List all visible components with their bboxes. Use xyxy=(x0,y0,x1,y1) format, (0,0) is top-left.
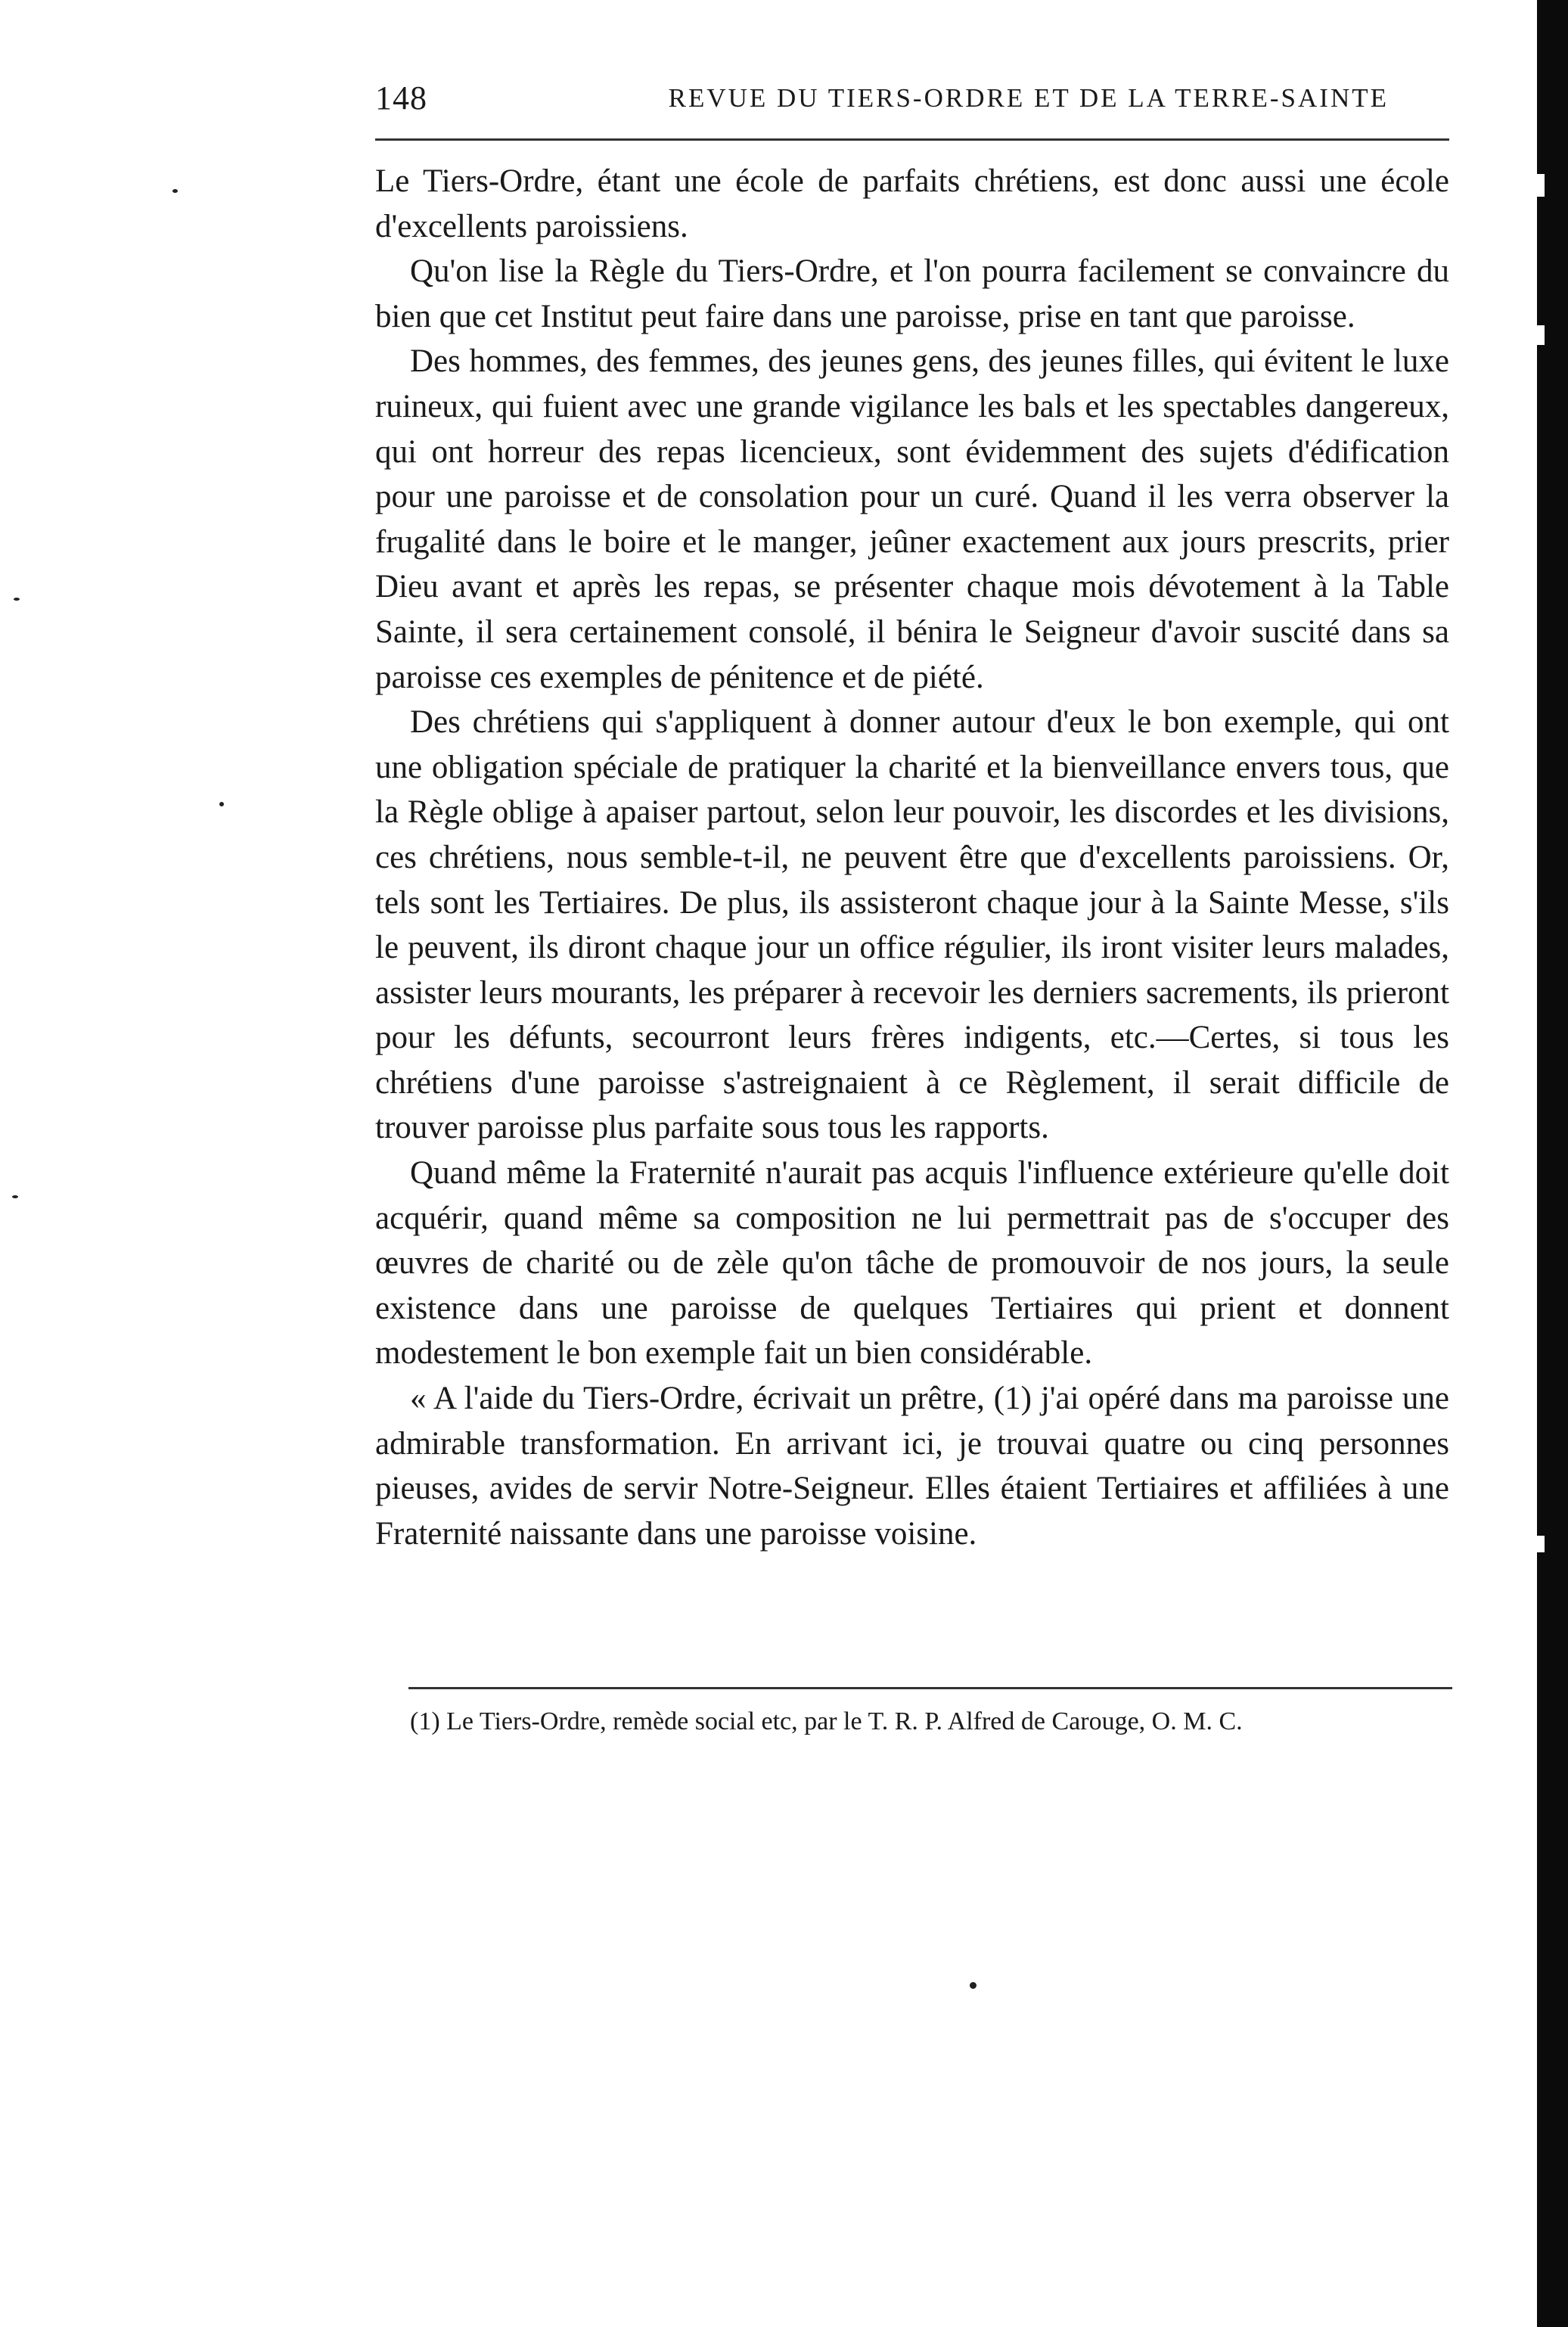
paragraph: Qu'on lise la Règle du Tiers-Ordre, et l'on pourra facilement se convaincre du bien que cet Institut peut faire dans une paroisse, prise en tant que paroisse. xyxy=(375,253,1449,334)
scan-speck xyxy=(219,802,224,806)
running-title: REVUE DU TIERS-ORDRE ET DE LA TERRE-SAINTE xyxy=(668,83,1389,113)
paragraph: Le Tiers-Ordre, étant une école de parfaits chrétiens, est donc aussi une école d'excellents paroissiens. xyxy=(375,163,1449,244)
page-number: 148 xyxy=(375,79,427,117)
footnote: (1) Le Tiers-Ordre, remède social etc, par le T. R. P. Alfred de Carouge, O. M. C. xyxy=(410,1707,1243,1735)
body-text xyxy=(375,159,1449,1556)
paragraph: Quand même la Fraternité n'aurait pas acquis l'influence extérieure qu'elle doit acquérir, quand même sa composition ne lui permettrait pas de s'occuper des œuvres de charité ou de zèle qu'on tâche de promouvoir de nos jours, la seule existence dans une paroisse de quelques Tertiaires qui prient et donnent modestement le bon exemple fait un bien considérable. xyxy=(375,1155,1449,1372)
scan-speck xyxy=(14,598,20,601)
footnote-rule xyxy=(408,1687,1452,1689)
page-header xyxy=(375,79,1389,115)
paragraph: Des chrétiens qui s'appliquent à donner autour d'eux le bon exemple, qui ont une obligation spéciale de pratiquer la charité et la bienveillance envers tous, que la Règle oblige à apaiser partout, selon leur pouvoir, les discordes et les divisions, ces chrétiens, nous semble-t-il, ne peuvent être que d'excellents paroissiens. Or, tels sont les Tertiaires. De plus, ils assisteront chaque jour à la Sainte Messe, s'ils le peuvent, ils diront chaque jour un office régulier, ils iront visiter leurs malades, assister leurs mourants, les préparer à recevoir les derniers sacrements, ils prieront pour les défunts, secourront leurs frères indigents, etc.—Certes, si tous les chrétiens d'une paroisse s'astreignaient à ce Règlement, il serait difficile de trouver paroisse plus parfaite sous tous les rapports. xyxy=(375,704,1449,1146)
scan-speck xyxy=(12,1195,18,1198)
scan-edge-strip xyxy=(1537,0,1568,2327)
paragraph: Des hommes, des femmes, des jeunes gens, des jeunes filles, qui évitent le luxe ruineux, qui fuient avec une grande vigilance les bals et les spectables dangereux, qui ont horreur des repas licencieux, sont évidemment des sujets d'édification pour une paroisse et de consolation pour un curé. Quand il les verra observer la frugalité dans le boire et le manger, jeûner exactement aux jours prescrits, prier Dieu avant et après les repas, se présenter chaque mois dévotement à la Table Sainte, il sera certainement consolé, il bénira le Seigneur d'avoir suscité dans sa paroisse ces exemples de pénitence et de piété. xyxy=(375,343,1449,695)
scan-speck xyxy=(172,189,178,193)
header-rule xyxy=(375,138,1449,141)
scan-edge-notch xyxy=(1537,1536,1545,1552)
scan-edge-notch xyxy=(1537,325,1545,345)
scan-edge-notch xyxy=(1537,174,1545,197)
scan-speck xyxy=(970,1982,977,1989)
paragraph: « A l'aide du Tiers-Ordre, écrivait un prêtre, (1) j'ai opéré dans ma paroisse une admirable transformation. En arrivant ici, je trouvai quatre ou cinq personnes pieuses, avides de servir Notre-Seigneur. Elles étaient Tertiaires et affiliées à une Fraternité naissante dans une paroisse voisine. xyxy=(375,1381,1449,1552)
